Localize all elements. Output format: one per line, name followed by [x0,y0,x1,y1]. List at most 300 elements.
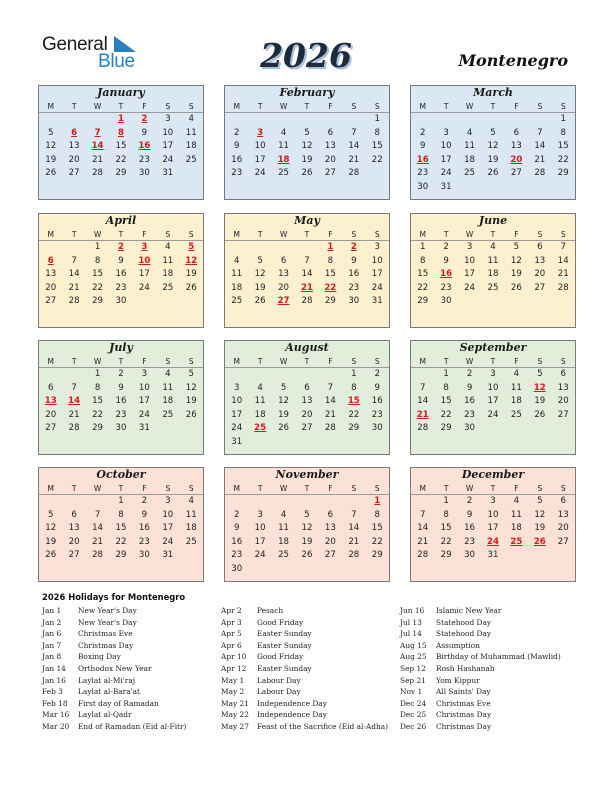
week-row [225,113,389,127]
week-row [411,549,575,563]
day-cell: 12 [45,523,57,534]
day-cell: 22 [115,154,127,165]
weekday-header [39,355,203,368]
day-cell: 25 [185,154,197,165]
holiday-item [221,709,411,721]
day-cell: 13 [301,396,313,407]
week-row [39,495,203,509]
holiday-date: Aug 25 [400,652,427,662]
day-cell: 3 [233,382,240,393]
week-row [225,368,389,382]
day-cell: 17 [487,523,499,534]
holiday-day-cell: 21 [416,409,429,420]
weekday-label: F [142,357,147,366]
holiday-date: Jul 13 [400,617,422,627]
empty-day-cell [86,495,109,509]
day-cell: 14 [348,141,360,152]
holiday-item [400,617,590,629]
empty-day-cell [552,295,575,309]
weekday-header [411,482,575,495]
week-row [411,282,575,296]
weekday-label: W [93,230,102,239]
day-cell: 13 [68,141,80,152]
holiday-day-cell: 2 [117,242,124,252]
holiday-day-cell: 1 [374,496,381,506]
day-cell: 26 [510,282,522,293]
holiday-day-cell: 12 [185,255,198,266]
day-cell: 12 [301,141,313,152]
empty-day-cell [295,495,318,509]
empty-day-cell [62,495,85,509]
day-cell: 29 [324,296,336,307]
day-cell: 3 [466,242,473,252]
day-cell: 20 [301,409,313,420]
holiday-name: Birthday of Muhammad (Mawlid) [436,652,561,662]
holiday-name: Feast of the Sacrifice (Eid al-Adha) [257,721,389,731]
empty-day-cell [342,495,365,509]
day-cell: 7 [419,382,426,393]
holiday-name: Laylat al-Qadr [78,710,132,720]
day-cell: 28 [534,168,546,179]
empty-day-cell [39,495,62,509]
empty-day-cell [505,295,528,309]
holiday-date: Apr 2 [221,606,242,615]
day-cell: 9 [351,255,357,266]
day-cell: 13 [324,523,336,534]
weekday-label: S [374,230,380,239]
day-cell: 2 [466,496,473,506]
empty-day-cell [505,113,528,127]
weekday-label: S [351,102,357,111]
empty-day-cell [248,563,271,577]
weekday-label: T [304,102,310,111]
holiday-item [42,698,232,710]
day-cell: 9 [118,382,124,393]
day-cell: 29 [440,550,452,561]
day-cell: 8 [351,382,357,393]
week-row [411,181,575,195]
holiday-item [42,686,232,698]
day-cell: 21 [68,282,80,293]
week-row [411,154,575,168]
empty-day-cell [458,295,481,309]
day-cell: 7 [327,382,334,393]
holiday-name: New Year's Day [78,606,137,615]
holiday-date: Apr 5 [221,629,242,639]
holiday-name: Islamic New Year [436,606,502,615]
day-cell: 8 [374,509,380,520]
brand-blue-text: Blue [98,51,135,72]
day-cell: 15 [92,396,104,407]
weekday-label: M [47,230,54,239]
day-cell: 22 [371,536,383,547]
week-row [225,509,389,523]
holiday-item [400,628,590,640]
holiday-date: Jan 8 [42,652,62,662]
holiday-item [221,686,411,698]
day-cell: 21 [92,536,104,547]
day-cell: 20 [324,154,336,165]
holiday-item [221,698,411,710]
day-cell: 25 [278,550,290,561]
holiday-day-cell: 6 [47,255,54,266]
day-cell: 8 [443,382,449,393]
empty-day-cell [62,113,85,127]
week-row [39,549,203,563]
day-cell: 3 [165,114,171,124]
empty-day-cell [458,113,481,127]
day-cell: 5 [304,509,310,520]
weekday-label: W [279,484,288,493]
day-cell: 6 [304,382,310,393]
empty-day-cell [528,181,551,195]
month-title: November [275,468,339,481]
week-row [225,140,389,154]
weekday-label: S [537,484,543,493]
month-january [38,85,204,200]
holiday-item [221,628,411,640]
empty-day-cell [156,422,179,436]
weekday-label: M [233,230,240,239]
day-cell: 31 [231,436,243,447]
day-cell: 21 [348,154,360,165]
day-cell: 6 [71,509,77,520]
day-cell: 17 [440,154,452,165]
day-cell: 27 [324,550,336,561]
weekday-label: T [71,102,77,111]
day-cell: 20 [557,396,569,407]
weekday-header [39,100,203,113]
day-cell: 24 [162,536,174,547]
holiday-day-cell: 18 [277,154,290,165]
holiday-day-cell: 22 [324,282,337,293]
day-cell: 13 [557,382,569,393]
week-row [225,495,389,509]
empty-day-cell [295,368,318,382]
day-cell: 1 [94,242,101,252]
month-june [410,213,576,328]
holiday-day-cell: 16 [138,141,151,152]
day-cell: 23 [138,536,150,547]
day-cell: 30 [440,296,452,307]
weekday-label: W [279,357,288,366]
week-row [225,295,389,309]
day-cell: 18 [510,523,522,534]
month-title: February [279,86,335,99]
empty-day-cell [319,368,342,382]
week-row [39,422,203,436]
holiday-name: Easter Sunday [257,663,312,673]
holiday-item [42,617,232,629]
month-september [410,340,576,455]
day-cell: 9 [141,127,148,138]
day-cell: 25 [278,168,290,179]
day-cell: 14 [92,523,104,534]
day-cell: 30 [115,296,127,307]
weekday-label: W [465,230,474,239]
day-cell: 11 [278,523,290,534]
day-cell: 15 [440,523,452,534]
day-cell: 17 [162,523,174,534]
holiday-day-cell: 27 [277,296,290,307]
day-cell: 6 [280,255,287,266]
week-row [411,495,575,509]
day-cell: 27 [68,168,80,179]
holiday-item [400,698,590,710]
weekday-label: S [560,357,566,366]
week-row [411,295,575,309]
day-cell: 18 [487,269,499,280]
day-cell: 15 [115,141,127,152]
day-cell: 22 [92,409,104,420]
weekday-label: S [374,102,380,111]
day-cell: 15 [92,269,104,280]
day-cell: 7 [419,509,426,520]
week-row [39,241,203,255]
day-cell: 17 [231,409,243,420]
weekday-label: F [328,357,333,366]
weekday-label: T [118,102,124,111]
day-cell: 26 [301,550,313,561]
day-cell: 16 [115,269,127,280]
day-cell: 23 [115,282,127,293]
holiday-name: Easter Sunday [257,640,312,650]
weekday-label: T [257,484,263,493]
holiday-date: Jan 1 [42,606,62,615]
day-cell: 26 [278,423,290,434]
day-cell: 8 [327,255,334,266]
week-row [411,167,575,181]
holiday-item [221,663,411,675]
weekday-label: T [257,230,263,239]
week-row [39,295,203,309]
holiday-name: End of Ramadan (Eid al-Fitr) [78,721,187,731]
day-cell: 8 [94,255,101,266]
day-cell: 21 [68,409,80,420]
month-april [38,213,204,328]
week-row [411,255,575,269]
day-cell: 14 [417,396,429,407]
weekday-header [411,355,575,368]
day-cell: 30 [231,563,243,574]
empty-day-cell [319,563,342,577]
day-cell: 17 [254,536,266,547]
weekday-label: M [419,357,426,366]
day-cell: 14 [417,523,429,534]
weekday-label: T [443,357,449,366]
day-cell: 30 [138,550,150,561]
empty-day-cell [528,295,551,309]
day-cell: 22 [92,282,104,293]
empty-day-cell [272,495,295,509]
holiday-day-cell: 13 [44,396,57,407]
day-cell: 18 [510,396,522,407]
weekday-label: S [537,102,543,111]
day-cell: 28 [557,282,569,293]
week-row [39,127,203,141]
day-cell: 12 [185,382,197,393]
day-cell: 17 [138,396,150,407]
holiday-name: Assumption [436,640,480,650]
day-cell: 24 [231,423,243,434]
day-cell: 15 [371,141,383,152]
day-cell: 19 [185,269,197,280]
day-cell: 3 [165,496,171,506]
day-cell: 22 [371,154,383,165]
holiday-day-cell: 12 [533,382,546,393]
weekday-label: S [165,102,171,111]
holiday-date: Feb 18 [42,698,68,708]
empty-day-cell [505,549,528,563]
empty-day-cell [295,241,318,255]
empty-day-cell [248,495,271,509]
week-row [225,536,389,550]
holiday-date: Sep 21 [400,675,426,685]
day-cell: 4 [233,255,240,266]
weekday-label: F [328,102,333,111]
week-row [39,509,203,523]
week-row [39,113,203,127]
day-cell: 6 [327,127,334,138]
day-cell: 13 [534,255,546,266]
week-row [225,282,389,296]
holiday-name: Independence Day [257,698,327,708]
month-october [38,467,204,582]
empty-day-cell [319,495,342,509]
empty-day-cell [133,295,156,309]
day-cell: 21 [417,536,429,547]
day-cell: 1 [94,369,101,379]
empty-day-cell [319,436,342,450]
day-cell: 24 [487,409,499,420]
week-row [225,268,389,282]
holiday-item [400,721,590,733]
holiday-item [42,628,232,640]
holiday-item [400,686,590,698]
month-title: March [473,86,513,99]
day-cell: 17 [371,269,383,280]
day-cell: 9 [233,141,240,152]
day-cell: 6 [47,382,54,393]
day-cell: 2 [374,369,380,379]
day-cell: 18 [254,409,266,420]
day-cell: 28 [324,423,336,434]
day-cell: 24 [440,168,452,179]
day-cell: 7 [71,382,77,393]
day-cell: 3 [443,127,449,138]
week-row [411,140,575,154]
holiday-name: New Year's Day [78,617,137,627]
holiday-name: Good Friday [257,617,304,627]
holiday-name: Orthodox New Year [78,663,152,673]
day-cell: 25 [162,409,174,420]
week-row [39,409,203,423]
country-title: Montenegro [458,51,568,70]
empty-day-cell [481,422,504,436]
day-cell: 15 [371,523,383,534]
day-cell: 21 [92,154,104,165]
weekday-label: M [233,484,240,493]
holiday-item [400,605,590,617]
day-cell: 31 [138,423,150,434]
empty-day-cell [342,563,365,577]
weekday-label: F [142,102,147,111]
empty-day-cell [552,422,575,436]
day-cell: 24 [254,168,266,179]
day-cell: 29 [115,550,127,561]
empty-day-cell [458,181,481,195]
holiday-day-cell: 5 [188,242,195,252]
day-cell: 17 [487,396,499,407]
month-november [224,467,390,582]
holiday-date: Dec 25 [400,710,427,720]
holiday-date: Apr 12 [221,663,247,673]
week-row [225,154,389,168]
day-cell: 19 [534,396,546,407]
empty-day-cell [248,113,271,127]
month-title: December [461,468,525,481]
day-cell: 16 [348,269,360,280]
holiday-column [400,605,590,733]
holiday-date: Dec 26 [400,721,427,731]
holiday-item [42,605,232,617]
week-row [39,282,203,296]
holiday-day-cell: 1 [327,242,334,252]
day-cell: 7 [71,255,77,266]
empty-day-cell [481,181,504,195]
day-cell: 28 [301,296,313,307]
week-row [39,140,203,154]
day-cell: 5 [280,382,287,393]
holiday-item [400,640,590,652]
empty-day-cell [295,436,318,450]
day-cell: 20 [68,154,80,165]
empty-day-cell [481,295,504,309]
holiday-day-cell: 1 [117,114,124,124]
holiday-day-cell: 3 [141,242,148,252]
holidays-title: 2026 Holidays for Montenegro [42,592,186,602]
weekday-label: S [188,230,194,239]
month-title: September [459,341,527,354]
weekday-label: S [188,102,194,111]
day-cell: 4 [280,127,287,138]
day-cell: 11 [464,141,476,152]
week-row [411,113,575,127]
day-cell: 6 [560,496,566,506]
day-cell: 2 [233,127,240,138]
weekday-label: T [304,230,310,239]
day-cell: 27 [45,423,57,434]
weekday-label: S [165,484,171,493]
brand-general-text: General [42,34,108,55]
day-cell: 10 [231,396,243,407]
day-cell: 28 [68,296,80,307]
day-cell: 31 [162,550,174,561]
empty-day-cell [434,113,457,127]
day-cell: 8 [419,255,426,266]
empty-day-cell [295,113,318,127]
day-cell: 11 [231,269,243,280]
weekday-header [225,228,389,241]
day-cell: 11 [254,396,266,407]
day-cell: 26 [45,550,57,561]
holiday-day-cell: 14 [68,396,81,407]
day-cell: 8 [560,127,566,138]
day-cell: 5 [513,242,520,252]
day-cell: 28 [417,550,429,561]
weekday-label: T [118,230,124,239]
week-row [225,522,389,536]
